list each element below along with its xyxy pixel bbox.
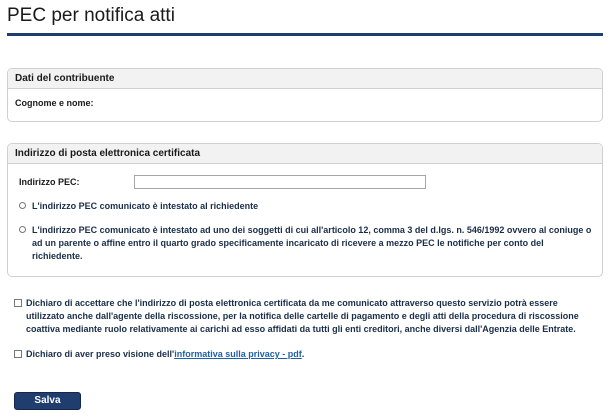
pec-panel-heading: Indirizzo di posta elettronica certificata	[8, 144, 602, 164]
privacy-prefix: Dichiaro di aver preso visione dell'	[26, 349, 175, 359]
pec-label: Indirizzo PEC:	[19, 177, 80, 187]
title-divider	[7, 33, 603, 36]
privacy-checkbox[interactable]	[14, 350, 22, 358]
radio-button-richiedente[interactable]	[19, 202, 26, 209]
privacy-declaration-label	[26, 348, 594, 361]
cognome-label: Cognome e nome:	[15, 98, 94, 108]
contribuente-panel	[7, 68, 603, 122]
accept-declaration[interactable]	[14, 297, 594, 336]
privacy-suffix: .	[301, 349, 305, 359]
page-title: PEC per notifica atti	[7, 5, 175, 26]
radio-label-richiedente: L'indirizzo PEC comunicato è intestato al richiedente	[32, 201, 259, 211]
pec-panel	[7, 143, 603, 277]
privacy-declaration[interactable]	[14, 348, 594, 361]
radio-label-incaricato: L'indirizzo PEC comunicato è intestato ad uno dei soggetti di cui all'articolo 12, comma 3 del d.lgs. n. 546/1992 ovvero al coniuge o ad un parente o affine entro il quarto grado specificamente incaricato di ricevere a mezzo PEC le notifiche per conto del richiedente.	[32, 225, 592, 261]
save-button[interactable]: Salva	[14, 392, 81, 410]
radio-button-incaricato[interactable]	[19, 226, 26, 233]
pec-input[interactable]	[134, 175, 426, 189]
contribuente-panel-heading: Dati del contribuente	[8, 69, 602, 89]
radio-option-richiedente[interactable]	[19, 200, 592, 213]
accept-checkbox[interactable]	[14, 299, 22, 307]
radio-option-incaricato[interactable]	[19, 224, 592, 263]
privacy-link[interactable]: informativa sulla privacy - pdf	[174, 349, 302, 359]
accept-declaration-label: Dichiaro di accettare che l'indirizzo di posta elettronica certificata da me comunicato attraverso questo servizio potrà essere utilizzato anche dall'agente della riscossione, per la notifica delle cartelle di pagamento e degli atti della procedura di riscossione coattiva mediante ruolo relativamente ai carichi ad esso affidati da tutti gli enti creditori, anche diversi dall'Agenzia delle Entrate.	[26, 298, 579, 334]
